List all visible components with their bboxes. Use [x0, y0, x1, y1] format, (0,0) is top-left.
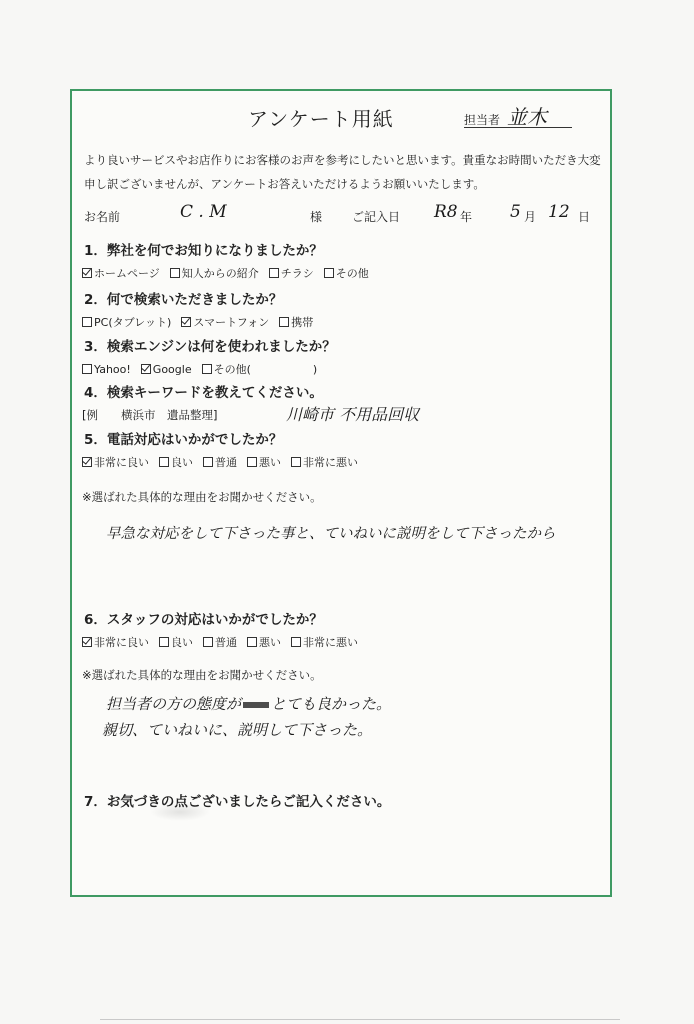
- checkbox-icon[interactable]: [170, 268, 180, 278]
- survey-sheet: [70, 89, 612, 897]
- q2-options: [82, 314, 313, 330]
- checkbox-icon[interactable]: [247, 457, 257, 467]
- q3-options: [82, 361, 317, 377]
- checkbox-icon[interactable]: [203, 457, 213, 467]
- q6-reason-text-b: とても良かった。: [271, 695, 392, 713]
- staff-underline: [464, 127, 572, 128]
- checkbox-icon[interactable]: [82, 364, 92, 374]
- q3-option[interactable]: その他( ): [202, 361, 318, 377]
- q4-answer: 川崎市 不用品回収: [286, 405, 420, 424]
- q1-option[interactable]: チラシ: [269, 265, 314, 281]
- q4-example: [例 横浜市 遺品整理]: [82, 408, 218, 422]
- q5-option[interactable]: 非常に良い: [82, 454, 149, 470]
- q3-title: 3．検索エンジンは何を使われましたか？: [84, 339, 336, 355]
- checkbox-icon[interactable]: [181, 317, 191, 327]
- q6-reason-prompt: ※選ばれた具体的な理由をお聞かせください。: [82, 668, 322, 682]
- q2-option[interactable]: スマートフォン: [181, 314, 269, 330]
- q6-option[interactable]: 非常に悪い: [291, 634, 358, 650]
- checkbox-icon[interactable]: [82, 637, 92, 647]
- staff-name: 並木: [507, 105, 547, 129]
- form-title: アンケート用紙: [248, 107, 394, 131]
- checkbox-icon[interactable]: [202, 364, 212, 374]
- checkbox-icon[interactable]: [324, 268, 334, 278]
- q6-option[interactable]: 非常に良い: [82, 634, 149, 650]
- q1-option[interactable]: ホームページ: [82, 265, 160, 281]
- crossed-out-scribble: [243, 702, 269, 708]
- q1-option[interactable]: その他: [324, 265, 369, 281]
- q5-reason: 早急な対応をして下さった事と、ていねいに説明をして下さったから: [106, 526, 556, 542]
- q5-option[interactable]: 非常に悪い: [291, 454, 358, 470]
- q6-reason-text-a: 担当者の方の態度が: [106, 695, 242, 713]
- honorific: 様: [310, 210, 323, 224]
- q5-reason-prompt: ※選ばれた具体的な理由をお聞かせください。: [82, 490, 322, 504]
- q6-reason-line-1: [106, 693, 391, 714]
- name-label: お名前: [84, 210, 121, 224]
- q5-options: [82, 454, 358, 470]
- q2-option[interactable]: PC(タブレット): [82, 314, 171, 330]
- intro-line-1: より良いサービスやお店作りにお客様のお声を参考にしたいと思います。貴重なお時間いただき大変: [84, 153, 601, 167]
- q5-option[interactable]: 良い: [159, 454, 193, 470]
- intro-line-2: 申し訳ございませんが、アンケートお答えいただけるようお願いいたします。: [84, 177, 485, 191]
- q1-options: [82, 265, 369, 281]
- checkbox-icon[interactable]: [279, 317, 289, 327]
- q6-options: [82, 634, 358, 650]
- checkbox-icon[interactable]: [82, 457, 92, 467]
- q6-reason-line-2: 親切、ていねいに、説明して下さった。: [102, 721, 373, 739]
- q6-option[interactable]: 悪い: [247, 634, 281, 650]
- q7-title: 7．お気づきの点ございましたらご記入ください。: [84, 794, 391, 810]
- page-bottom-edge: [100, 1019, 620, 1020]
- checkbox-icon[interactable]: [141, 364, 151, 374]
- checkbox-icon[interactable]: [159, 637, 169, 647]
- checkbox-icon[interactable]: [203, 637, 213, 647]
- day-label: 日: [578, 210, 591, 224]
- year-label: 年: [460, 210, 473, 224]
- q6-title: 6．スタッフの対応はいかがでしたか？: [84, 612, 323, 628]
- q6-option[interactable]: 良い: [159, 634, 193, 650]
- q3-close-paren: ): [312, 362, 318, 376]
- q5-option[interactable]: 普通: [203, 454, 237, 470]
- month-label: 月: [524, 210, 537, 224]
- checkbox-icon[interactable]: [291, 637, 301, 647]
- date-era: R8: [434, 202, 458, 222]
- date-label: ご記入日: [352, 210, 401, 224]
- month-value: 5: [510, 202, 521, 222]
- q3-option[interactable]: Yahoo!: [82, 361, 131, 377]
- staff-label: 担当者: [464, 113, 501, 127]
- name-value: C . M: [180, 202, 227, 222]
- checkbox-icon[interactable]: [269, 268, 279, 278]
- q4-title: 4．検索キーワードを教えてください。: [84, 385, 323, 401]
- checkbox-icon[interactable]: [82, 317, 92, 327]
- q5-title: 5．電話対応はいかがでしたか？: [84, 432, 283, 448]
- q2-title: 2．何で検索いただきましたか？: [84, 292, 283, 308]
- q1-option[interactable]: 知人からの紹介: [170, 265, 259, 281]
- q3-option[interactable]: Google: [141, 361, 192, 377]
- checkbox-icon[interactable]: [82, 268, 92, 278]
- checkbox-icon[interactable]: [159, 457, 169, 467]
- q6-option[interactable]: 普通: [203, 634, 237, 650]
- faint-smudge: [150, 803, 210, 821]
- day-value: 12: [548, 202, 570, 222]
- q2-option[interactable]: 携帯: [279, 314, 313, 330]
- checkbox-icon[interactable]: [291, 457, 301, 467]
- q5-option[interactable]: 悪い: [247, 454, 281, 470]
- checkbox-icon[interactable]: [247, 637, 257, 647]
- q1-title: 1．弊社を何でお知りになりましたか？: [84, 243, 323, 259]
